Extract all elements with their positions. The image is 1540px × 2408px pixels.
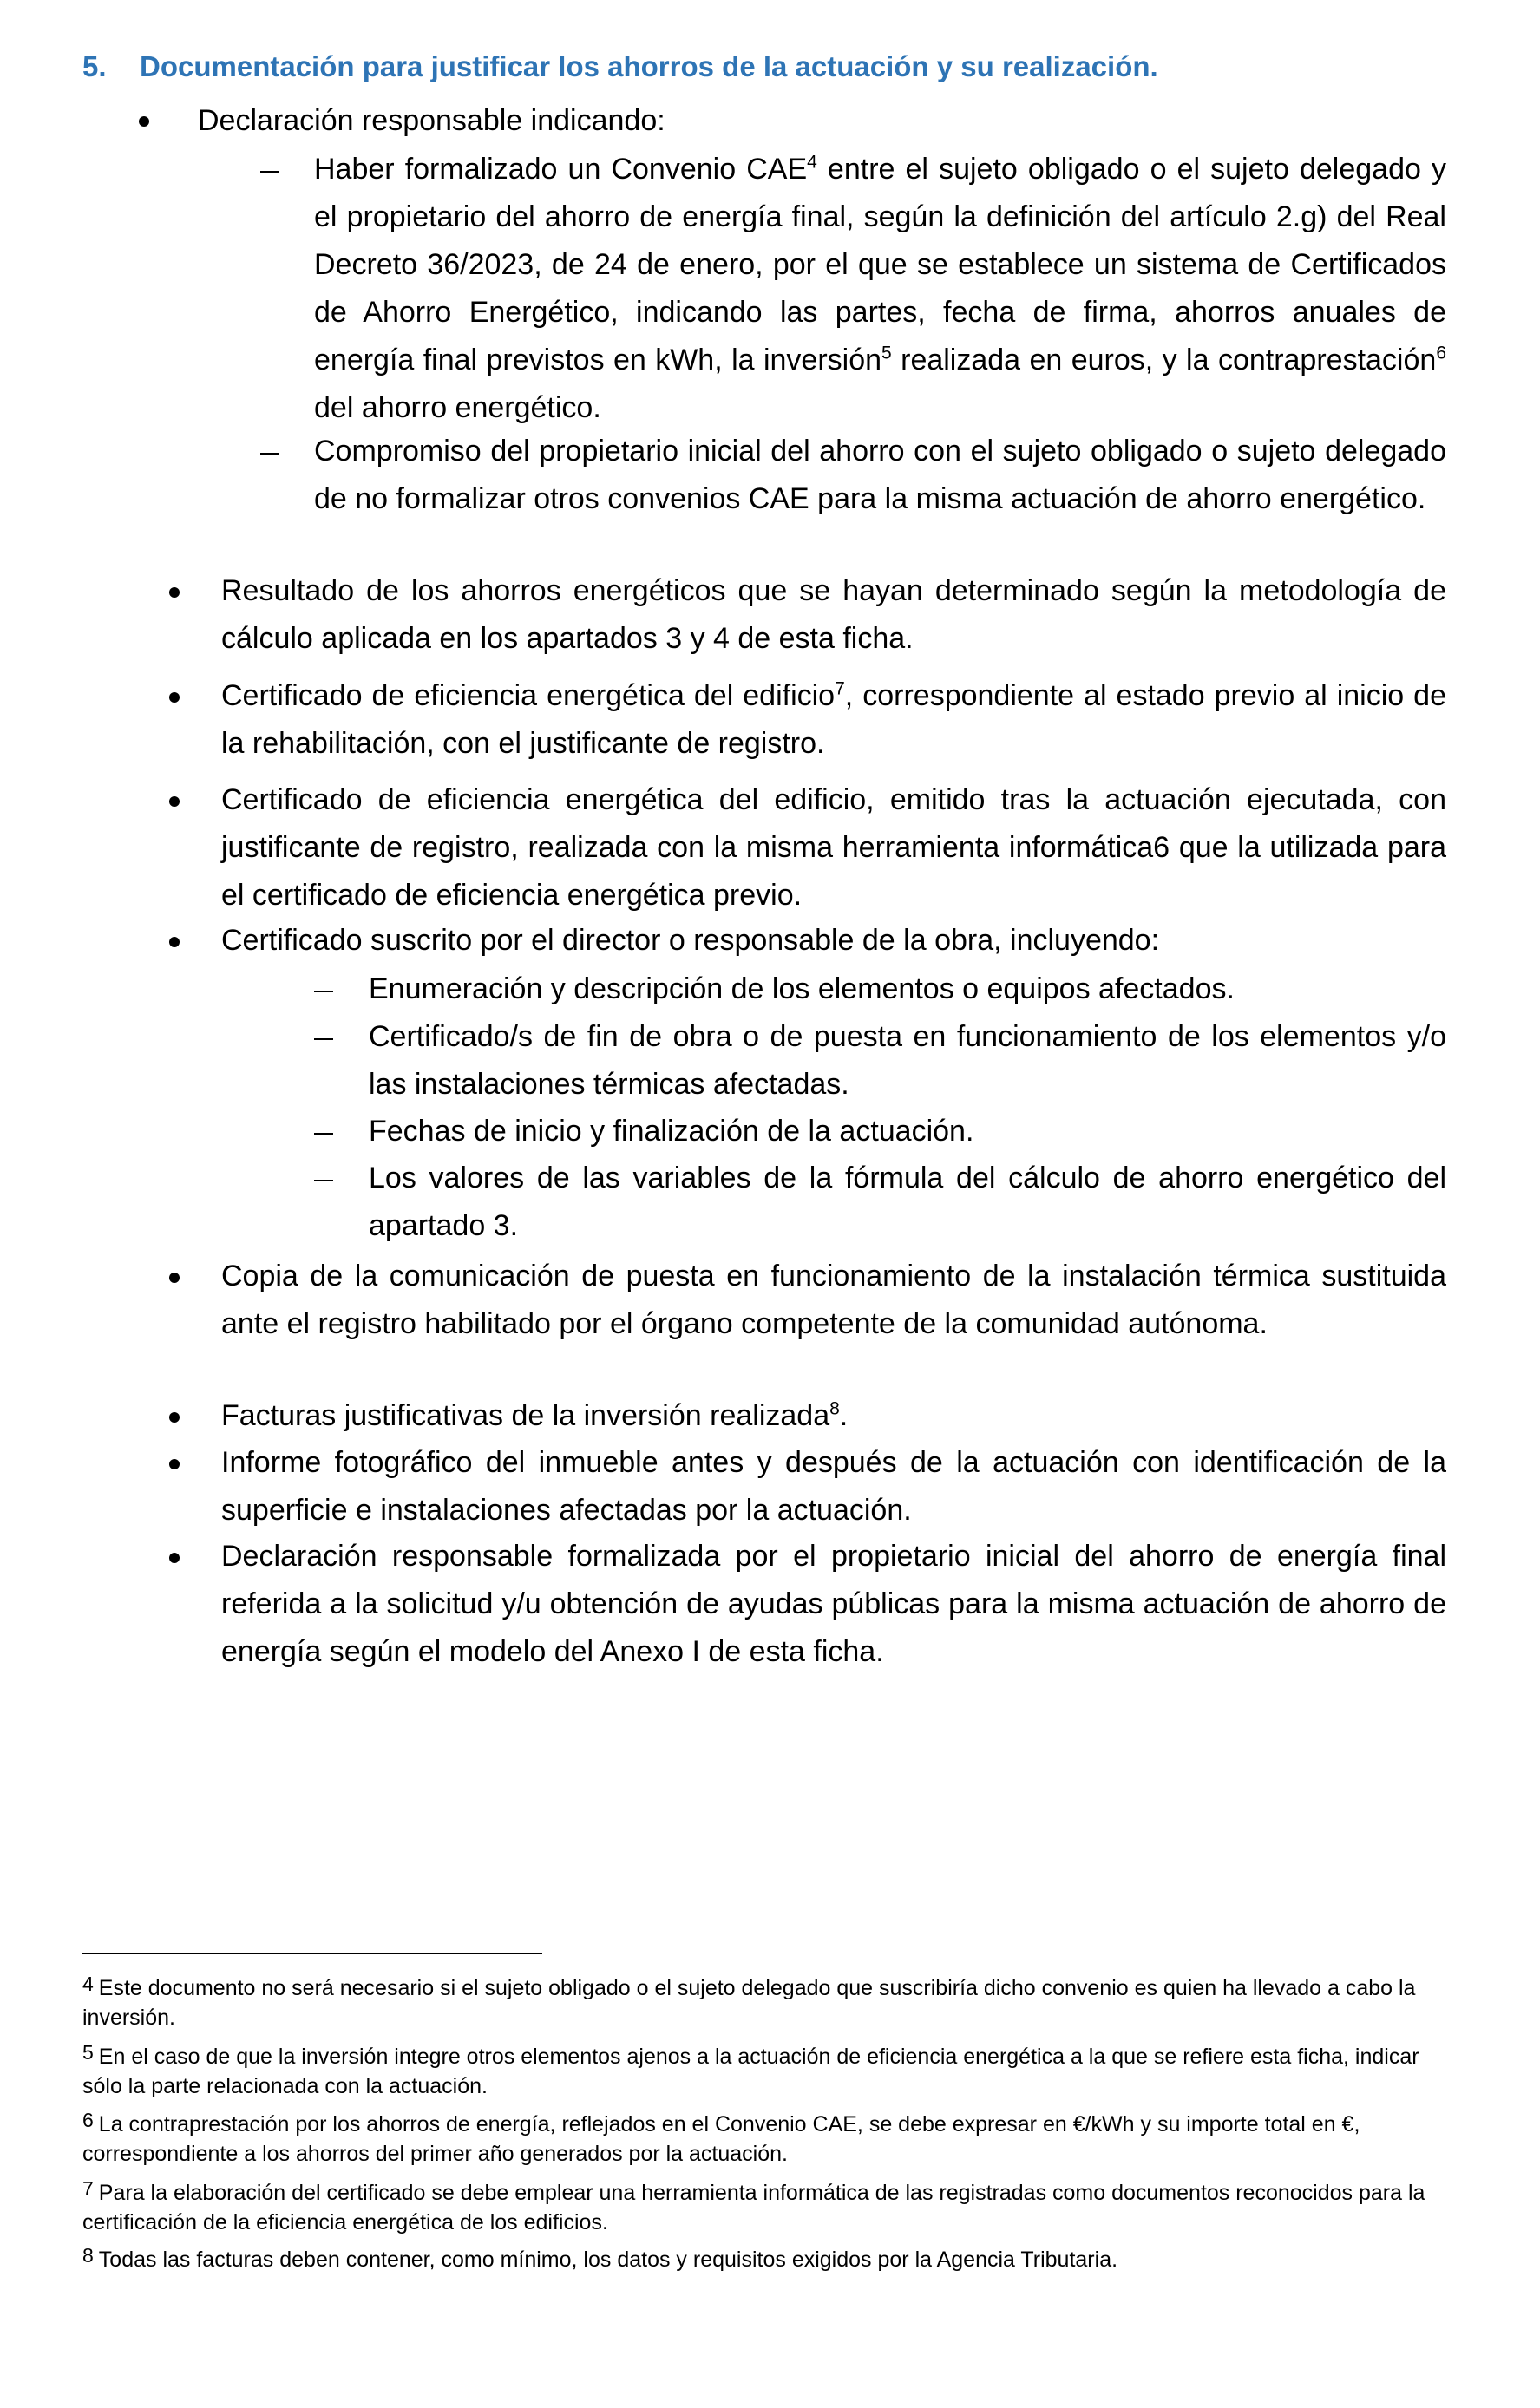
list-item-text: Informe fotográfico del inmueble antes y después de la actuación con identificación de la superficie e instalaciones afectadas por la actuación.	[221, 1446, 1446, 1527]
list-item-certificado-director	[221, 917, 1446, 965]
dash-icon	[260, 171, 279, 173]
sub-item-valores	[369, 1155, 1446, 1250]
list-item-text: Compromiso del propietario inicial del ahorro con el sujeto obligado o sujeto delegado de no formalizar otros convenios CAE para la misma actuación de ahorro energético.	[314, 435, 1446, 515]
dash-icon	[314, 1133, 333, 1135]
footnote-number: 8	[82, 2244, 94, 2267]
dash-icon	[314, 991, 333, 992]
footnote-ref: 4	[807, 152, 817, 173]
footnote-number: 6	[82, 2109, 94, 2131]
sub-item-fechas	[369, 1108, 1446, 1155]
list-item-resultado	[221, 567, 1446, 663]
dash-icon	[314, 1038, 333, 1040]
dash-icon	[260, 453, 279, 455]
bullet-icon	[169, 937, 180, 947]
section-number: 5.	[82, 50, 107, 82]
footnote-text: Todas las facturas deben contener, como mínimo, los datos y requisitos exigidos por la Agencia Tributaria.	[98, 2248, 1118, 2272]
list-item-text: Declaración responsable formalizada por el propietario inicial del ahorro de energía final referida a la solicitud y/u obtención de ayudas públicas para la misma actuación de ahorro de energía según el modelo del Anexo I de esta ficha.	[221, 1540, 1446, 1668]
footnote-text: Este documento no será necesario si el sujeto obligado o el sujeto delegado que suscribiría dicho convenio es quien ha llevado a cabo la inversión.	[82, 1976, 1416, 2030]
text-segment: Facturas justificativas de la inversión realizada	[221, 1399, 830, 1432]
dash-icon	[314, 1180, 333, 1181]
list-item-text: Resultado de los ahorros energéticos que se hayan determinado según la metodología de cálculo aplicada en los apartados 3 y 4 de esta ficha.	[221, 574, 1446, 655]
footnote-ref: 6	[1436, 343, 1446, 363]
footnote-ref: 7	[835, 678, 845, 699]
footnote-number: 4	[82, 1973, 94, 1995]
bullet-icon	[169, 1412, 180, 1423]
list-item-certificado-previo	[221, 672, 1446, 768]
bullet-icon	[169, 1273, 180, 1283]
list-item-certificado-posterior	[221, 776, 1446, 919]
list-item-declaracion-final	[221, 1533, 1446, 1676]
bullet-icon	[169, 796, 180, 807]
list-item-text: Los valores de las variables de la fórmula del cálculo de ahorro energético del apartado 3.	[369, 1161, 1446, 1242]
list-item-text: Certificado de eficiencia energética del edificio, emitido tras la actuación ejecutada, con justificante de registro, realizada con la misma herramienta informática6 que la utilizada para el certificado de eficiencia energética previo.	[221, 783, 1446, 912]
section-heading	[82, 50, 1158, 83]
sub-item-convenio	[314, 146, 1446, 432]
text-segment: del ahorro energético.	[314, 391, 601, 424]
text-segment: , correspondiente al estado previo al inicio de la rehabilitación, con el justificante de registro.	[221, 679, 1446, 760]
section-title: Documentación para justificar los ahorros de la actuación y su realización.	[140, 50, 1158, 82]
footnote-ref: 5	[881, 343, 892, 363]
list-item-copia	[221, 1253, 1446, 1348]
sub-item-compromiso	[314, 428, 1446, 523]
bullet-icon	[169, 587, 180, 598]
list-item-text: Fechas de inicio y finalización de la actuación.	[369, 1115, 974, 1148]
list-item-declaracion-intro	[198, 97, 1447, 145]
text-segment: Certificado de eficiencia energética del edificio	[221, 679, 836, 712]
list-item-text: Enumeración y descripción de los elementos o equipos afectados.	[369, 972, 1235, 1005]
sub-item-certificados-fin-obra	[369, 1013, 1446, 1109]
list-item-text: Certificado/s de fin de obra o de puesta en funcionamiento de los elementos y/o las instalaciones térmicas afectadas.	[369, 1020, 1446, 1101]
footnote-4	[82, 1973, 1453, 2032]
footnote-number: 5	[82, 2041, 94, 2064]
bullet-icon	[139, 116, 149, 127]
text-segment: entre el sujeto obligado o el sujeto delegado y el propietario del ahorro de energía final, según la definición del artículo 2.g) del Real Decreto 36/2023, de 24 de enero, por el que se establece un sistema de Certificados de Ahorro Energético, indicando las partes, fecha de firma, ahorros anuales de energía final previstos en kWh, la inversión	[314, 153, 1446, 376]
list-item-text: Declaración responsable indicando:	[198, 104, 665, 137]
bullet-icon	[169, 1553, 180, 1563]
text-segment: Haber formalizado un Convenio CAE	[314, 153, 808, 186]
sub-item-enumeracion	[369, 965, 1446, 1013]
bullet-icon	[169, 1459, 180, 1469]
footnote-ref: 8	[829, 1398, 840, 1419]
list-item-text: Copia de la comunicación de puesta en funcionamiento de la instalación térmica sustituida ante el registro habilitado por el órgano competente de la comunidad autónoma.	[221, 1260, 1446, 1340]
footnote-8	[82, 2245, 1453, 2274]
footnote-6	[82, 2110, 1453, 2169]
footnote-text: La contraprestación por los ahorros de energía, reflejados en el Convenio CAE, se debe expresar en €/kWh y su importe total en €, correspondiente a los ahorros del primer año generados por la actuación.	[82, 2112, 1360, 2166]
footnote-number: 7	[82, 2177, 94, 2200]
footnote-separator	[82, 1953, 542, 1954]
list-item-text: Certificado suscrito por el director o responsable de la obra, incluyendo:	[221, 924, 1160, 957]
footnote-text: Para la elaboración del certificado se debe emplear una herramienta informática de las registradas como documentos reconocidos para la certificación de la eficiencia energética de los edificios.	[82, 2181, 1425, 2235]
footnote-7	[82, 2178, 1453, 2237]
footnote-5	[82, 2042, 1453, 2101]
list-item-facturas	[221, 1392, 1446, 1440]
text-segment: realizada en euros, y la contraprestación	[891, 344, 1437, 376]
bullet-icon	[169, 692, 180, 703]
footnote-text: En el caso de que la inversión integre otros elementos ajenos a la actuación de eficiencia energética a la que se refiere esta ficha, indicar sólo la parte relacionada con la actuación.	[82, 2045, 1419, 2098]
list-item-informe	[221, 1439, 1446, 1534]
text-segment: .	[839, 1399, 849, 1432]
